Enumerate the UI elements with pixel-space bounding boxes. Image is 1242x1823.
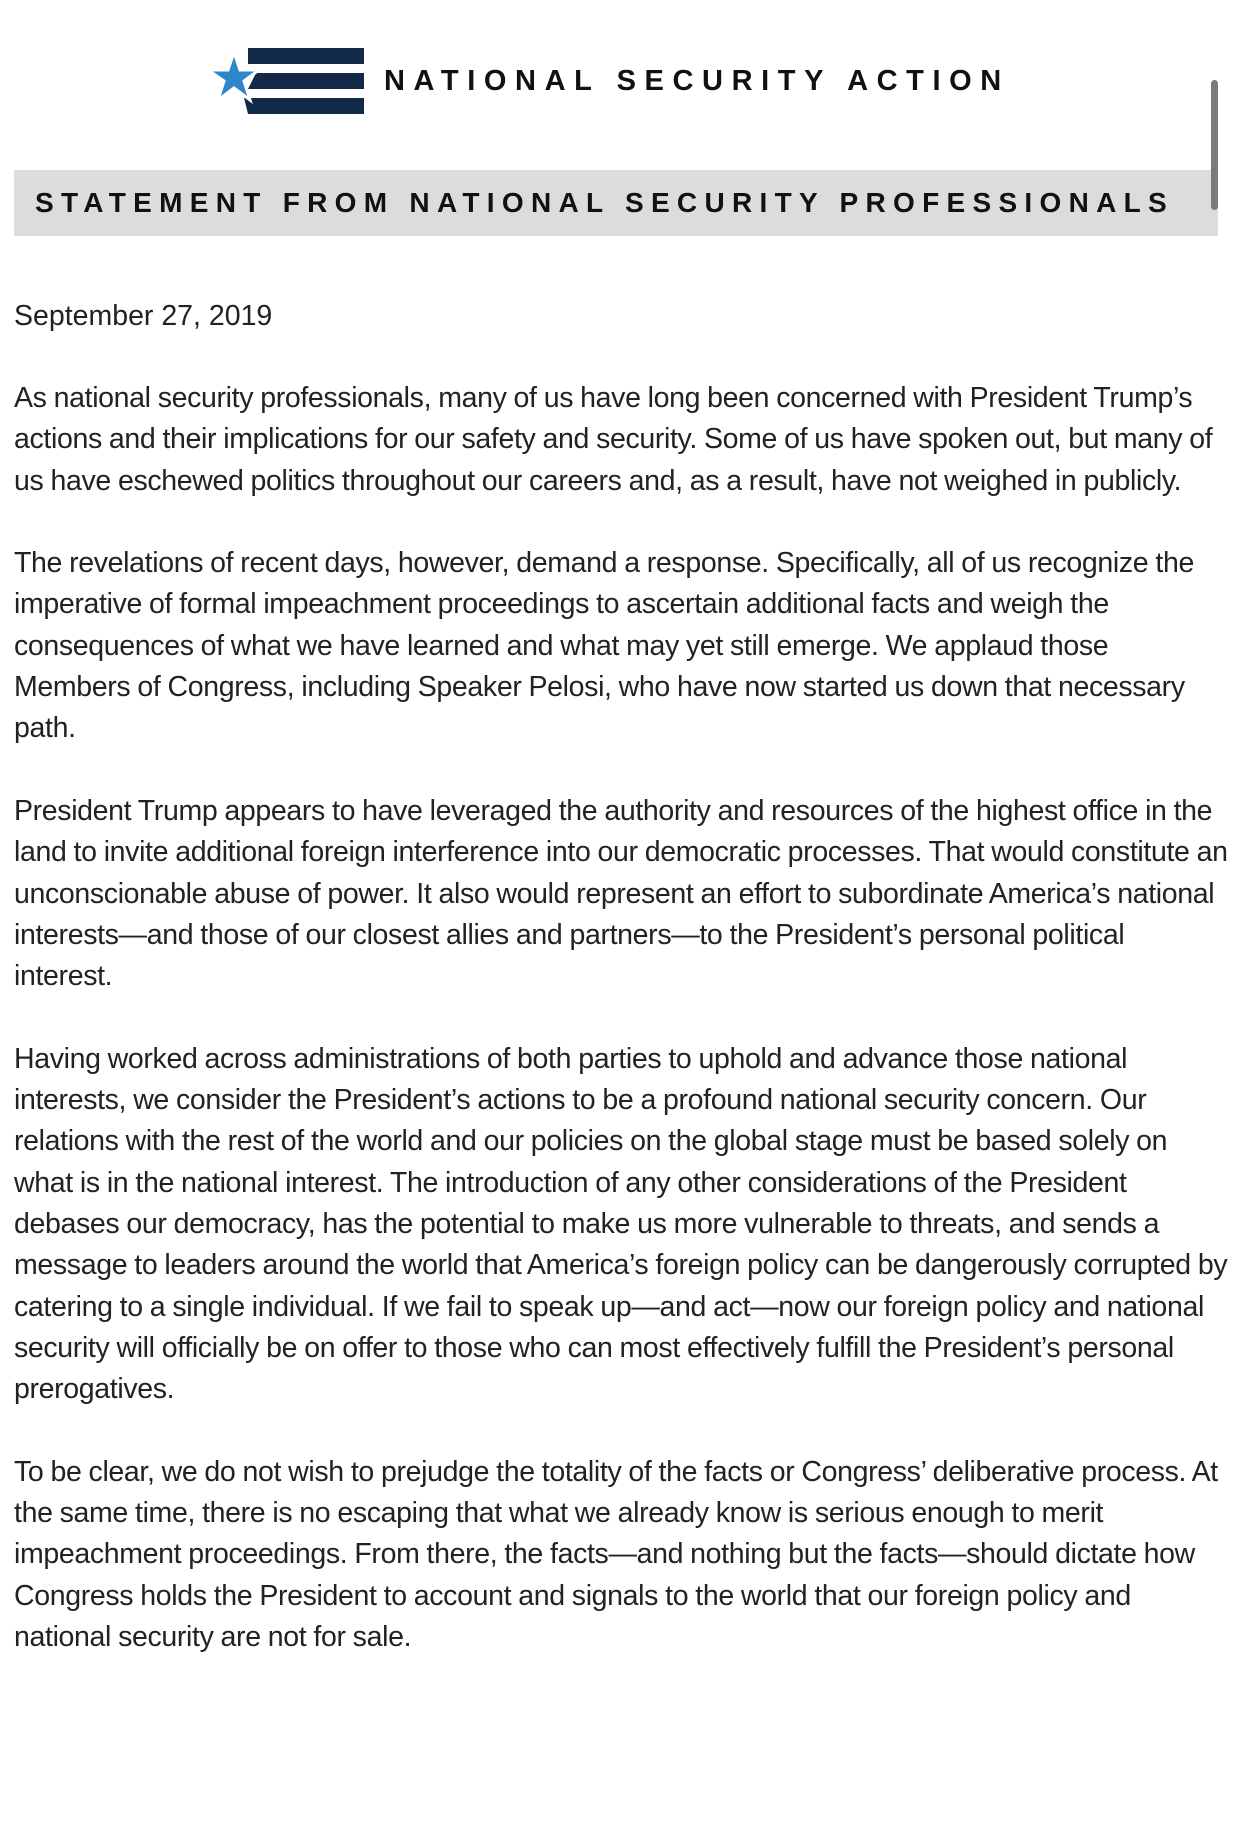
scrollbar-thumb[interactable] (1211, 80, 1218, 210)
paragraph-5: To be clear, we do not wish to prejudge the totality of the facts or Congress’ deliberative process. At the same time, there is no escaping that what we already know is serious enough to merit impeachment proceedings. From there, the facts—and nothing but the facts—should dictate how Congress holds the President to account and signals to the world that our foreign policy and national security are not for sale. (14, 1455, 1218, 1653)
statement-body (14, 296, 1229, 1700)
paragraph-3: President Trump appears to have leveraged the authority and resources of the highest office in the land to invite additional foreign interference into our democratic processes. That would constitute an unconscionable abuse of power. It also would represent an effort to subordinate America’s national interests—and those of our closest allies and partners—to the President’s personal political interest. (14, 794, 1228, 993)
statement-banner (14, 170, 1218, 236)
brand-name: NATIONAL SECURITY ACTION (384, 65, 1010, 97)
paragraph-2: The revelations of recent days, however, demand a response. Specifically, all of us recognize the imperative of formal impeachment proceedings to ascertain additional facts and weigh the consequences of what we have learned and what may yet still emerge. We applaud those Members of Congress, including Speaker Pelosi, who have now started us down that necessary path. (14, 547, 1194, 745)
logo-stripe-middle (248, 73, 364, 89)
logo-stripe-top (248, 48, 364, 64)
logo-stripe-bottom (244, 98, 364, 114)
paragraph-4: Having worked across administrations of both parties to uphold and advance those national interests, we consider the President’s actions to be a profound national security concern. Our relations with the rest of the world and our policies on the global stage must be based solely on what is in the national interest. The introduction of any other considerations of the President debases our democracy, has the potential to make us more vulnerable to threats, and sends a message to leaders around the world that America’s foreign policy can be dangerously corrupted by catering to a single individual. If we fail to speak up—and act—now our foreign policy and national security will officially be on offer to those who can most effectively fulfill the President’s personal prerogatives. (14, 1042, 1228, 1406)
star-and-stripes-logo-icon (208, 48, 364, 114)
banner-title: STATEMENT FROM NATIONAL SECURITY PROFESSIONALS (35, 187, 1175, 218)
statement-date: September 27, 2019 (14, 300, 273, 332)
paragraph-1: As national security professionals, many of us have long been concerned with President Trump’s actions and their implications for our safety and security. Some of us have spoken out, but many of us have eschewed politics throughout our careers and, as a result, have not weighed in publicly. (14, 382, 1213, 497)
site-header (208, 48, 1038, 116)
